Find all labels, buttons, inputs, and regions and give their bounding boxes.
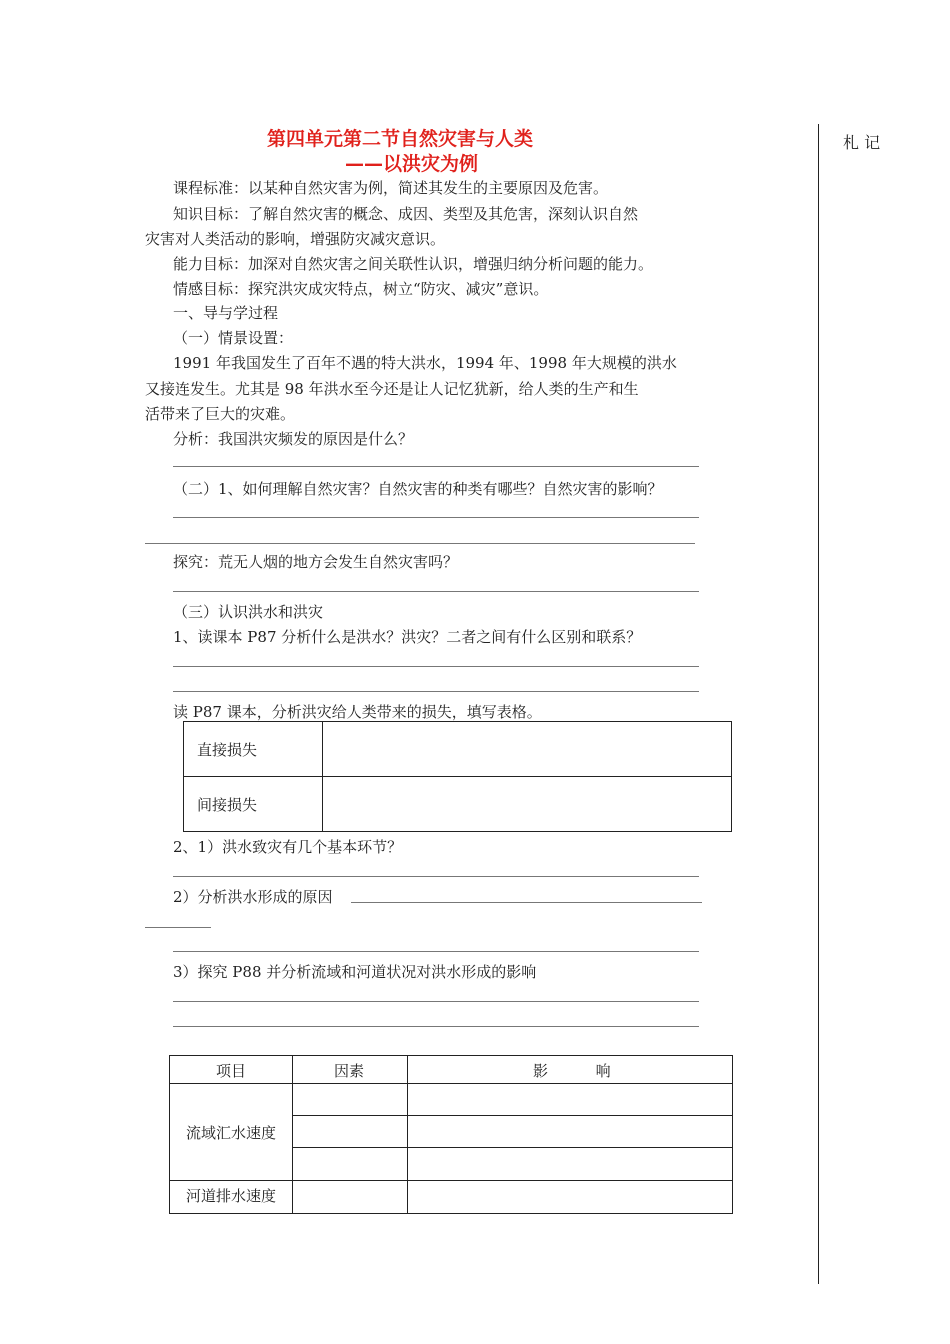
intro-line-2: 又接连发生。尤其是 98 年洪水至今还是让人记忆犹新，给人类的生产和生 (145, 380, 639, 398)
answer-line[interactable] (173, 517, 699, 518)
page-subtitle: ——以洪灾为例 (345, 153, 479, 175)
objective-knowledge-cont: 灾害对人类活动的影响，增强防灾减灾意识。 (145, 230, 446, 248)
page-title: 第四单元第二节自然灾害与人类 (267, 128, 534, 150)
notes-label: 札 记 (843, 133, 881, 152)
question-1: 1、读课本 P87 分析什么是洪水？洪灾？二者之间有什么区别和联系？ (173, 628, 642, 646)
notes-divider (818, 124, 819, 1284)
part2-question: （二）1、如何理解自然灾害？自然灾害的种类有哪些？自然灾害的影响？ (173, 480, 663, 498)
row-river-label: 河道排水速度 (186, 1187, 277, 1205)
objective-knowledge: 知识目标：了解自然灾害的概念、成因、类型及其危害，深刻认识自然 (173, 205, 639, 223)
header-impact: 影 响 (533, 1062, 611, 1080)
objective-ability: 能力目标：加深对自然灾害之间关联性认识，增强归纳分析问题的能力。 (173, 255, 654, 273)
loss-direct-value[interactable] (334, 739, 724, 759)
read-p87-instruction: 读 P87 课本，分析洪灾给人类带来的损失，填写表格。 (173, 703, 542, 721)
row-basin-label: 流域汇水速度 (186, 1124, 277, 1142)
explore-question: 探究：荒无人烟的地方会发生自然灾害吗？ (173, 553, 459, 571)
header-item: 项目 (216, 1062, 247, 1080)
part3-heading: （三）认识洪水和洪灾 (173, 603, 324, 621)
answer-line[interactable] (173, 951, 699, 952)
answer-line[interactable] (173, 666, 699, 667)
factor-table (169, 1055, 733, 1214)
objective-emotion: 情感目标：探究洪灾成灾特点，树立“防灾、减灾”意识。 (173, 280, 549, 298)
question-2-3: 3）探究 P88 并分析流域和河道状况对洪水形成的影响 (173, 963, 537, 981)
loss-direct-label: 直接损失 (197, 741, 258, 759)
question-2-1: 2、1）洪水致灾有几个基本环节？ (173, 838, 403, 856)
answer-line[interactable] (145, 927, 211, 928)
answer-line[interactable] (173, 591, 699, 592)
answer-line[interactable] (173, 691, 699, 692)
section-heading: 一、导与学过程 (173, 304, 279, 322)
answer-line[interactable] (173, 1001, 699, 1002)
answer-line[interactable] (173, 466, 699, 467)
analysis-question: 分析：我国洪灾频发的原因是什么？ (173, 430, 414, 448)
loss-table (183, 721, 732, 832)
header-factor: 因素 (334, 1062, 365, 1080)
answer-line[interactable] (173, 876, 699, 877)
intro-line-3: 活带来了巨大的灾难。 (145, 405, 296, 423)
intro-line-1: 1991 年我国发生了百年不遇的特大洪水，1994 年、1998 年大规模的洪水 (173, 354, 677, 372)
answer-line[interactable] (173, 1026, 699, 1027)
objective-standard: 课程标准：以某种自然灾害为例，简述其发生的主要原因及危害。 (173, 179, 609, 197)
answer-line[interactable] (351, 902, 702, 903)
answer-line[interactable] (145, 543, 695, 544)
part1-heading: （一）情景设置： (173, 329, 294, 347)
loss-indirect-value[interactable] (334, 794, 724, 814)
loss-indirect-label: 间接损失 (197, 796, 258, 814)
question-2-2: 2）分析洪水形成的原因 (173, 888, 333, 906)
